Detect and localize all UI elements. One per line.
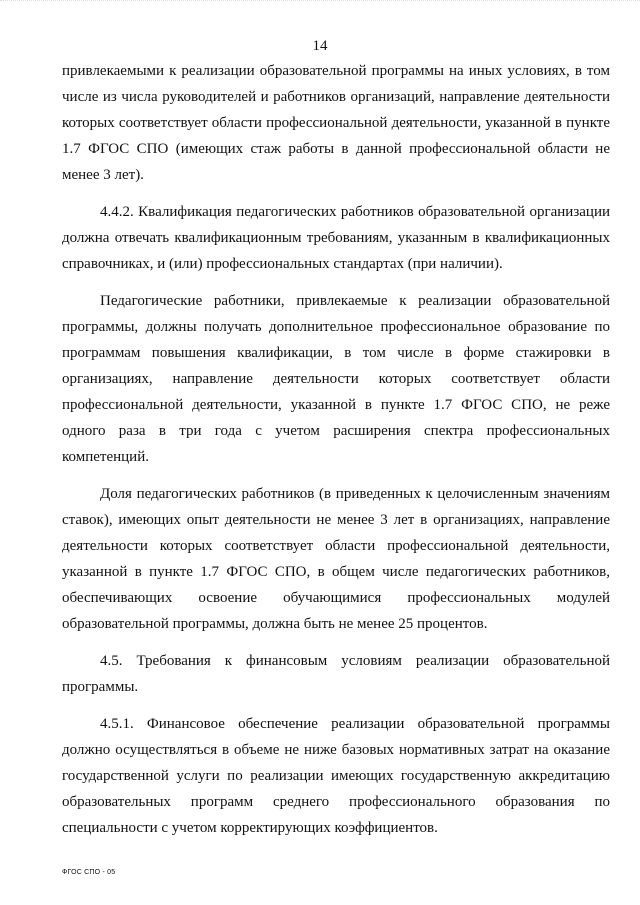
paragraph-4-4-2: 4.4.2. Квалификация педагогических работников образовательной организации должна отвечать квалификационным требованиям, указанным в квалификационных справочниках, и (или) профессиональных стандартах (при наличии). <box>62 204 610 272</box>
document-body <box>62 58 610 841</box>
scan-edge-marks <box>0 0 640 7</box>
paragraph-4-5: 4.5. Требования к финансовым условиям реализации образовательной программы. <box>62 653 610 695</box>
paragraph-pedagogical-training: Педагогические работники, привлекаемые к реализации образовательной программы, должны получать дополнительное профессиональное образование по программам повышения квалификации, в том числе в форме стажировки в организациях, направление деятельности которых соответствует области профессиональной деятельности, указанной в пункте 1.7 ФГОС СПО, не реже одного раза в три года с учетом расширения спектра профессиональных компетенций. <box>62 293 610 465</box>
paragraph-continuation: привлекаемыми к реализации образовательной программы на иных условиях, в том числе из числа руководителей и работников организаций, направление деятельности которых соответствует области профессиональной деятельности, указанной в пункте 1.7 ФГОС СПО (имеющих стаж работы в данной профессиональной области не менее 3 лет). <box>62 63 610 183</box>
page-number: 14 <box>312 38 328 54</box>
paragraph-4-5-1: 4.5.1. Финансовое обеспечение реализации образовательной программы должно осуществляться в объеме не ниже базовых нормативных затрат на оказание государственной услуги по реализации имеющих государственную аккредитацию образовательных программ среднего профессионального образования по специальности с учетом корректирующих коэффициентов. <box>62 716 610 836</box>
page-footer: ФГОС СПО - 05 <box>62 869 116 876</box>
paragraph-staff-share: Доля педагогических работников (в приведенных к целочисленным значениям ставок), имеющих опыт деятельности не менее 3 лет в организациях, направление деятельности которых соответствует области профессиональной деятельности, указанной в пункте 1.7 ФГОС СПО, в общем числе педагогических работников, обеспечивающих освоение обучающимися профессиональных модулей образовательной программы, должна быть не менее 25 процентов. <box>62 486 610 632</box>
